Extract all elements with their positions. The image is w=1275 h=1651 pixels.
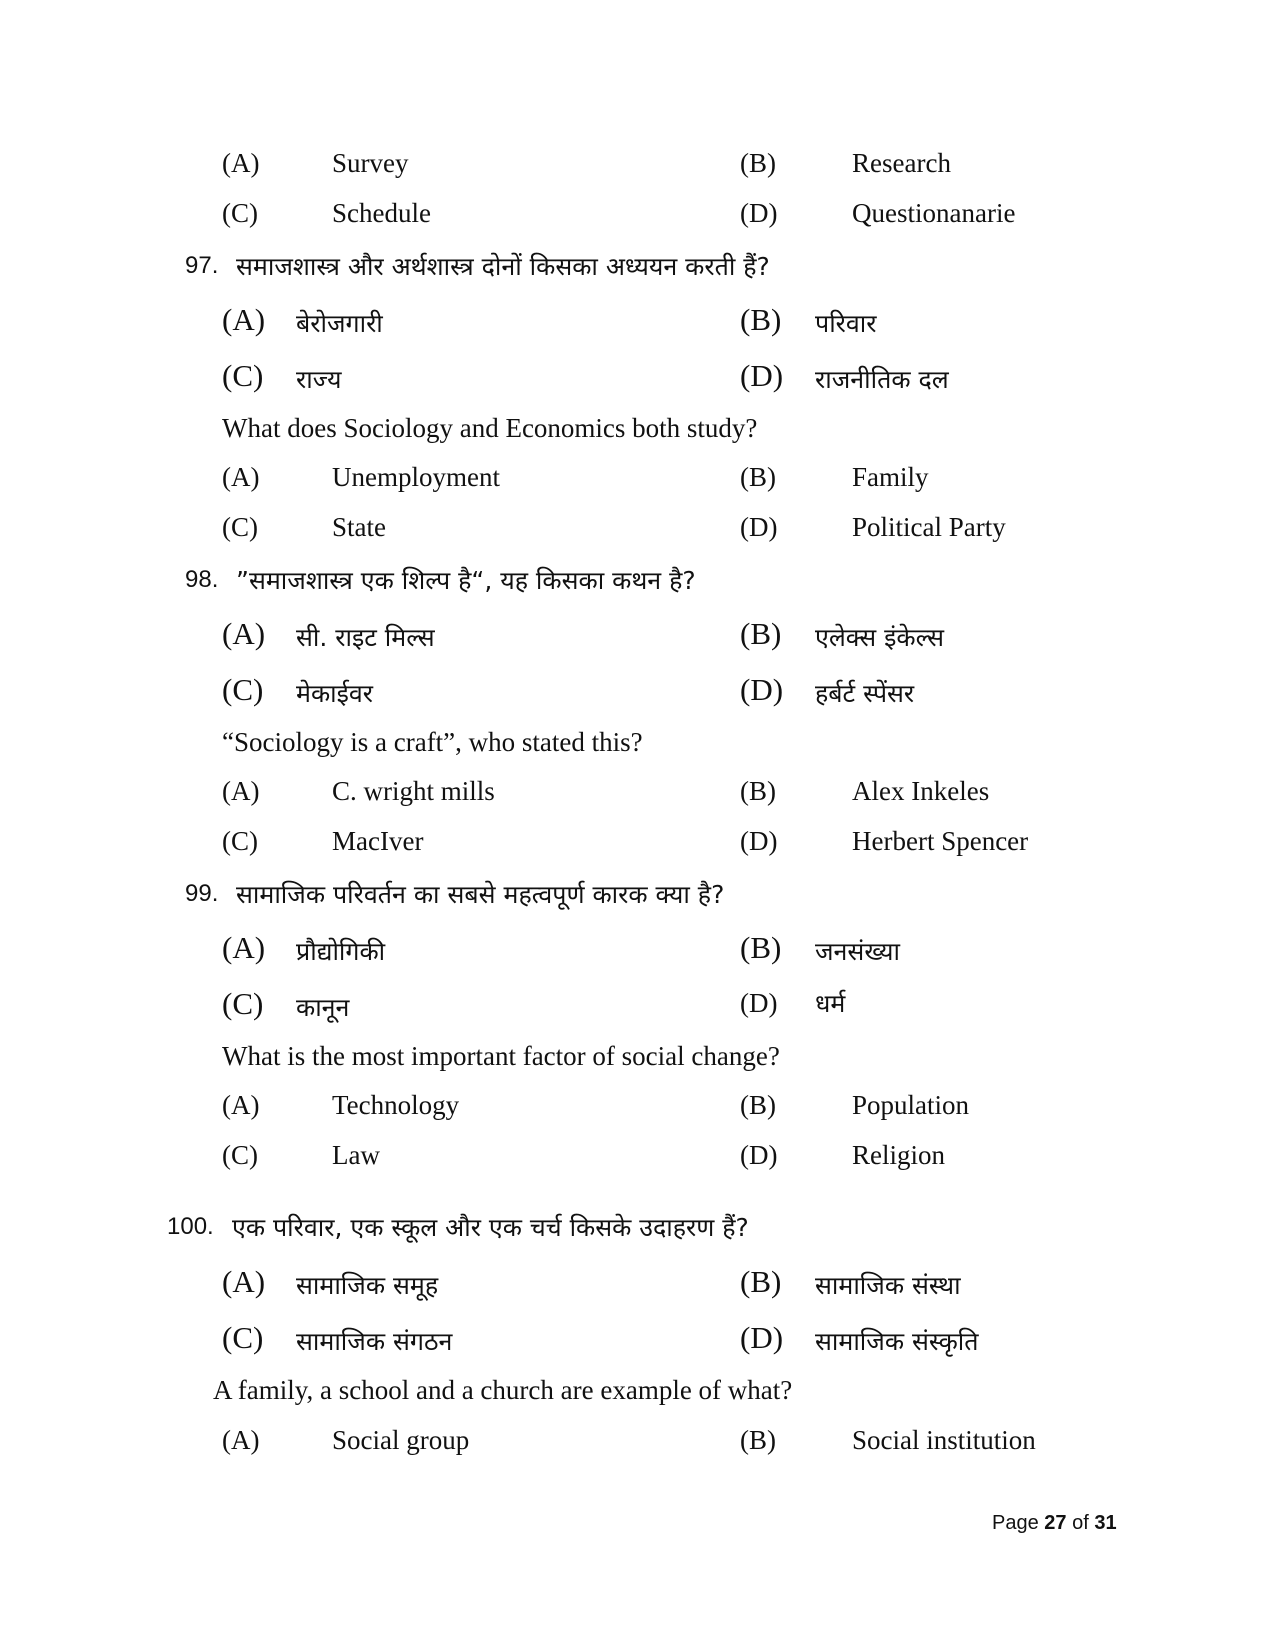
question-text-english: A family, a school and a church are example of what? <box>213 1375 793 1405</box>
question-text-hindi: एक परिवार, एक स्कूल और एक चर्च किसके उदाहरण हैं? <box>232 1213 749 1242</box>
option-label: (B) <box>740 302 782 337</box>
option-text: Law <box>332 1140 380 1170</box>
option-text: राजनीतिक दल <box>815 365 949 394</box>
question-number: 100. <box>167 1213 214 1240</box>
option-label: (D) <box>740 672 784 707</box>
option-label: (B) <box>740 616 782 651</box>
option-text: सामाजिक संस्कृति <box>815 1327 979 1356</box>
option-label: (A) <box>222 148 260 178</box>
option-label: (C) <box>222 358 264 393</box>
page-footer <box>992 1512 1117 1535</box>
option-label: (C) <box>222 986 264 1021</box>
question-text-english: What does Sociology and Economics both study? <box>222 413 758 443</box>
option-label: (C) <box>222 826 258 856</box>
option-label: (B) <box>740 148 776 178</box>
option-text: राज्य <box>296 365 342 394</box>
option-label: (D) <box>740 198 778 228</box>
option-label: (C) <box>222 1140 258 1170</box>
page-of: of <box>1072 1512 1089 1534</box>
option-text: Social institution <box>852 1425 1036 1455</box>
option-label: (A) <box>222 1090 260 1120</box>
option-text: हर्बर्ट स्पेंसर <box>815 679 915 708</box>
option-text: MacIver <box>332 826 424 856</box>
option-text: Religion <box>852 1140 945 1170</box>
option-label: (B) <box>740 776 776 806</box>
option-text: Herbert Spencer <box>852 826 1029 856</box>
question-text-hindi: सामाजिक परिवर्तन का सबसे महत्वपूर्ण कारक क्या है? <box>236 880 725 909</box>
option-text: Survey <box>332 148 409 178</box>
option-label: (D) <box>740 1320 784 1355</box>
option-label: (C) <box>222 672 264 707</box>
option-text: Unemployment <box>332 462 500 492</box>
option-label: (C) <box>222 198 258 228</box>
option-label: (D) <box>740 358 784 393</box>
option-text: Alex Inkeles <box>852 776 990 806</box>
option-text: Political Party <box>852 512 1006 542</box>
question-number: 97. <box>185 252 219 279</box>
option-text: Social group <box>332 1425 470 1455</box>
option-text: जनसंख्या <box>815 937 900 966</box>
option-label: (B) <box>740 930 782 965</box>
option-text: Questionanarie <box>852 198 1016 228</box>
option-label: (A) <box>222 616 266 651</box>
option-text: Family <box>852 462 929 492</box>
option-text: C. wright mills <box>332 776 495 806</box>
option-text: सामाजिक संगठन <box>296 1327 453 1356</box>
option-label: (D) <box>740 512 778 542</box>
option-label: (C) <box>222 512 258 542</box>
option-text: कानून <box>296 993 350 1022</box>
option-label: (A) <box>222 776 260 806</box>
option-label: (D) <box>740 826 778 856</box>
option-text: सामाजिक संस्था <box>815 1271 961 1300</box>
question-text-hindi: ”समाजशास्त्र एक शिल्प है“, यह किसका कथन है? <box>236 566 696 595</box>
option-label: (B) <box>740 1090 776 1120</box>
option-text: Population <box>852 1090 970 1120</box>
option-text: धर्म <box>815 989 846 1018</box>
option-label: (B) <box>740 462 776 492</box>
option-text: मेकाईवर <box>296 679 374 708</box>
page-label: Page <box>992 1512 1039 1534</box>
option-text: Technology <box>332 1090 460 1120</box>
page-total: 31 <box>1094 1512 1117 1534</box>
question-number: 98. <box>185 566 219 593</box>
option-text: बेरोजगारी <box>296 309 383 338</box>
option-text: State <box>332 512 386 542</box>
option-label: (B) <box>740 1425 776 1455</box>
option-label: (A) <box>222 462 260 492</box>
option-text: Schedule <box>332 198 431 228</box>
option-text: सामाजिक समूह <box>296 1271 439 1300</box>
question-text-english: What is the most important factor of social change? <box>222 1041 780 1071</box>
option-text: सी. राइट मिल्स <box>296 623 435 652</box>
option-label: (B) <box>740 1264 782 1299</box>
page-current: 27 <box>1044 1512 1067 1534</box>
option-text: परिवार <box>815 309 877 338</box>
option-label: (C) <box>222 1320 264 1355</box>
option-label: (A) <box>222 1425 260 1455</box>
option-label: (A) <box>222 930 266 965</box>
option-text: Research <box>852 148 951 178</box>
option-label: (D) <box>740 988 778 1018</box>
option-text: एलेक्स इंकेल्स <box>815 623 945 652</box>
question-number: 99. <box>185 880 219 907</box>
option-label: (A) <box>222 302 266 337</box>
option-label: (D) <box>740 1140 778 1170</box>
question-text-hindi: समाजशास्त्र और अर्थशास्त्र दोनों किसका अध्ययन करती हैं? <box>236 252 770 281</box>
option-text: प्रौद्योगिकी <box>296 937 386 966</box>
option-label: (A) <box>222 1264 266 1299</box>
question-text-english: “Sociology is a craft”, who stated this? <box>222 727 643 757</box>
